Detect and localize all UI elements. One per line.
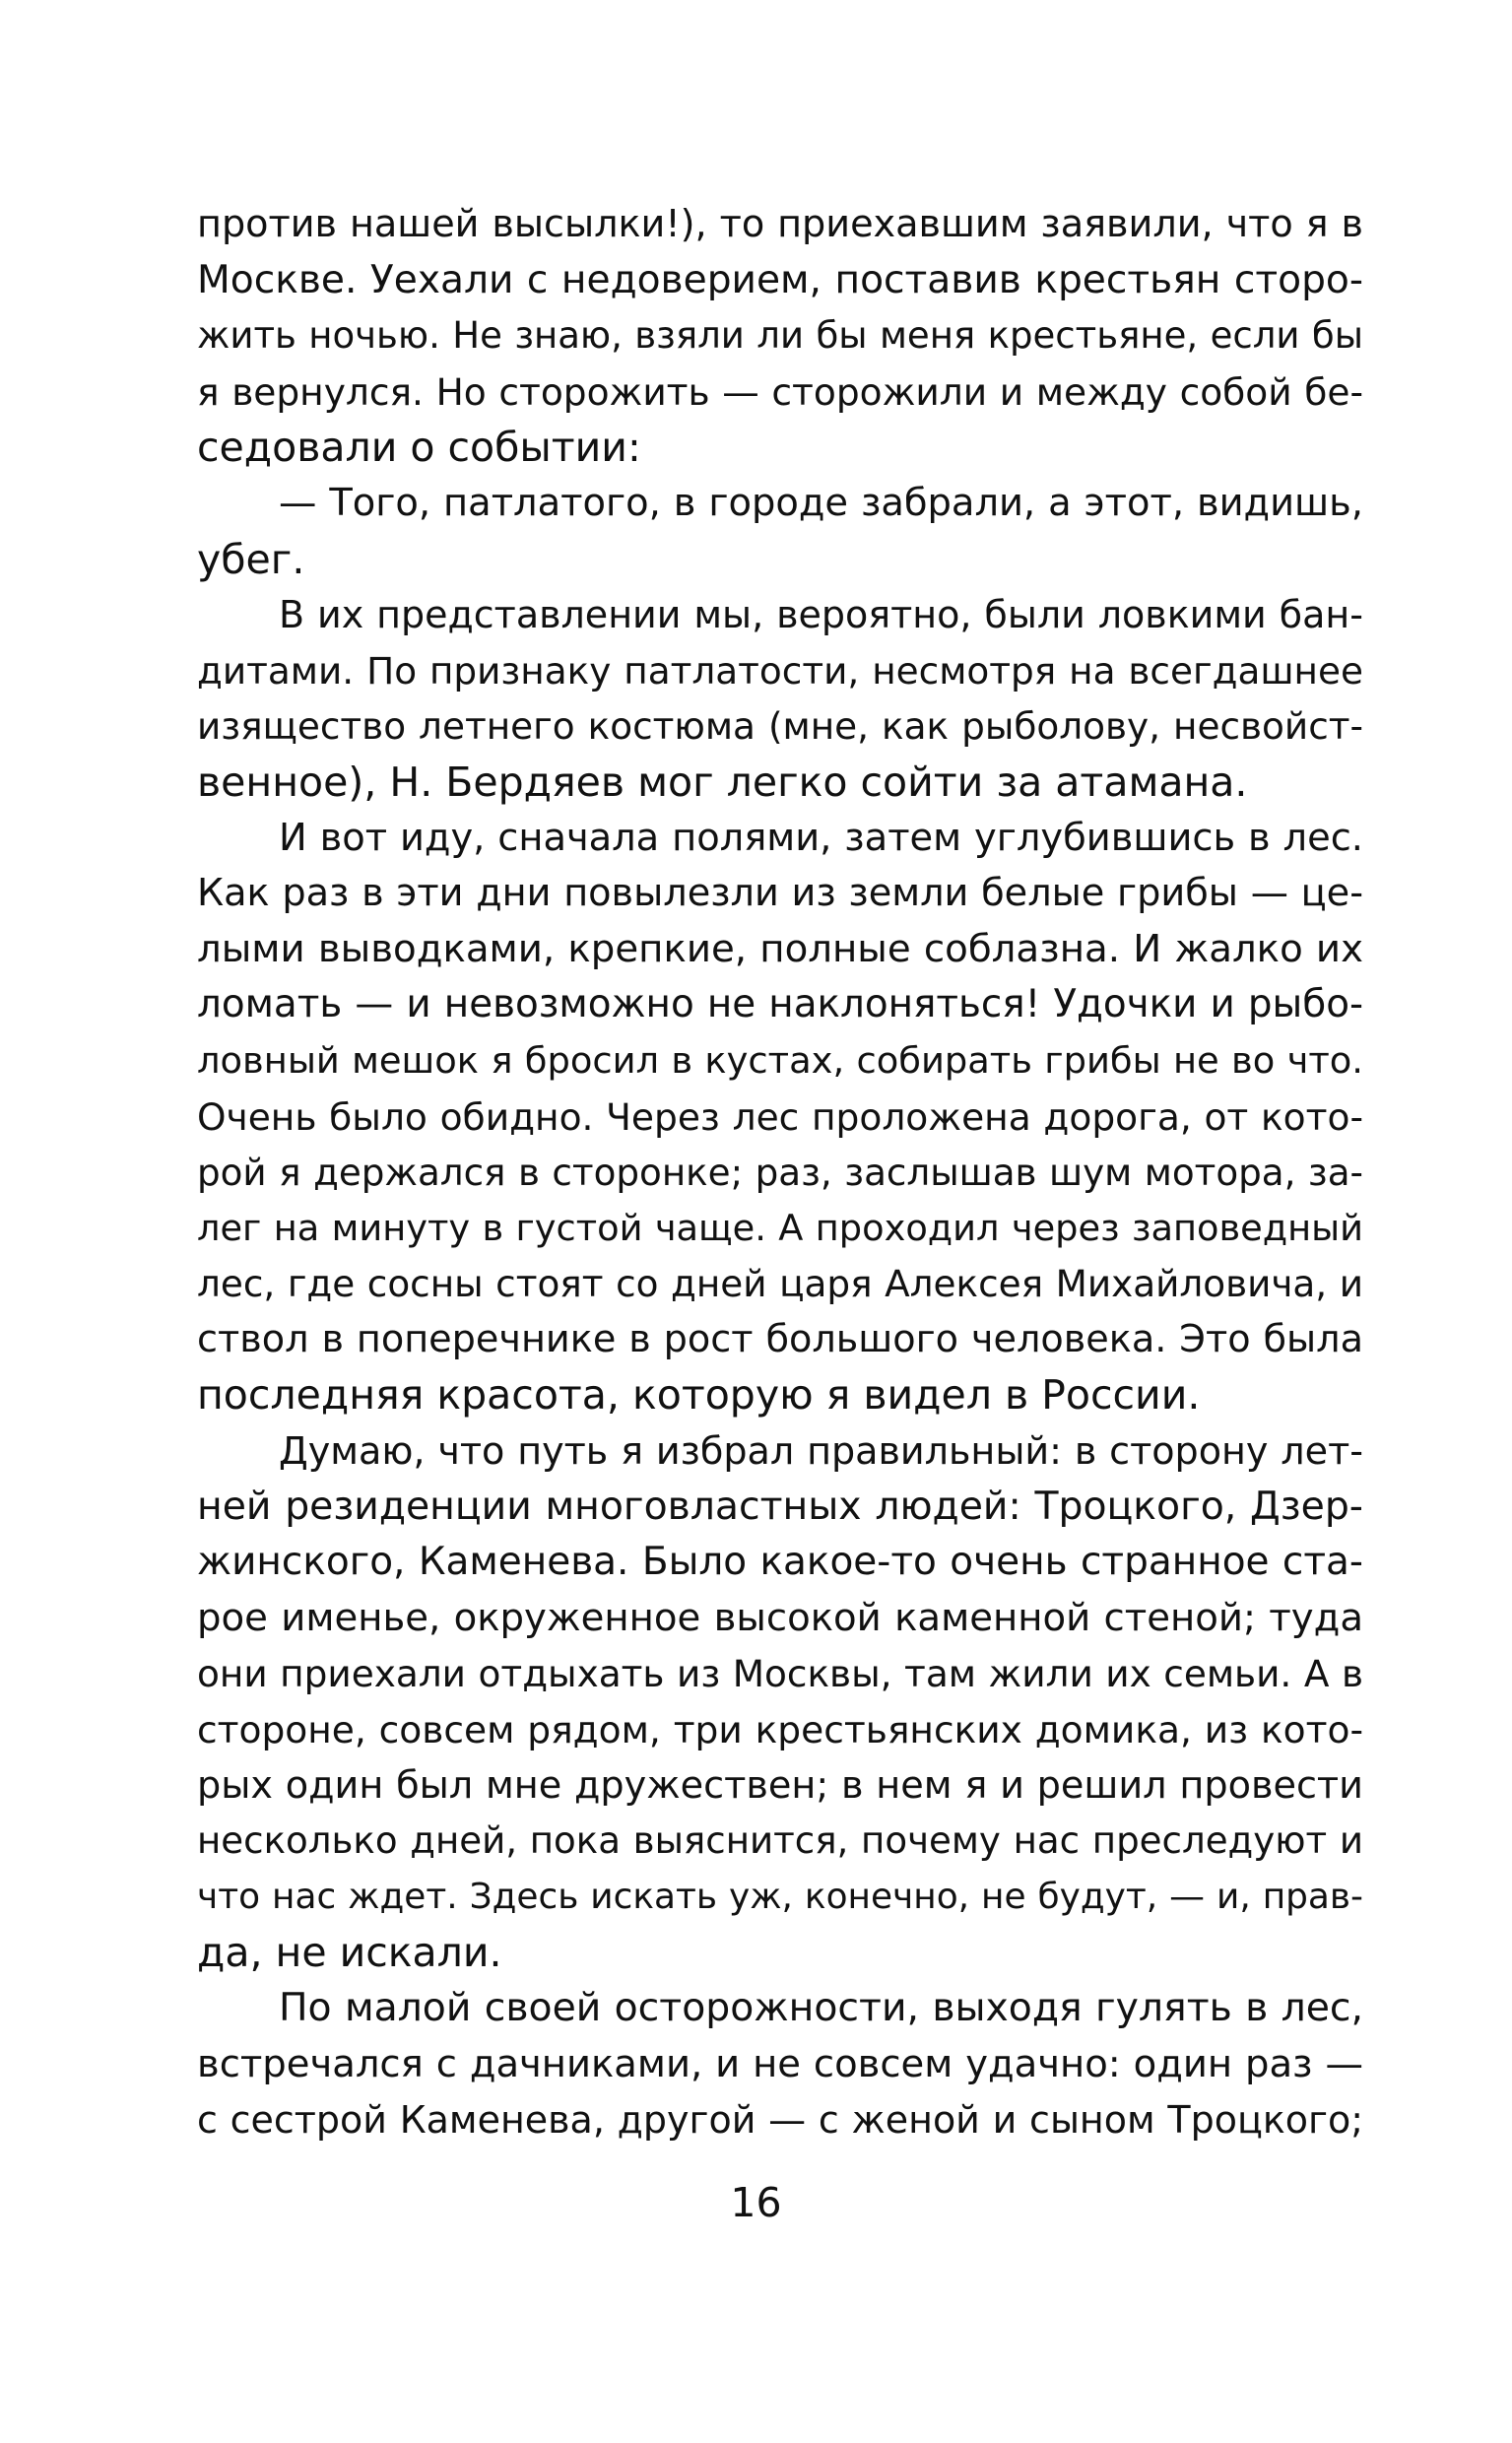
text-line: что нас ждет. Здесь искать уж, конечно, не будут, — и, прав-	[197, 1876, 1363, 1917]
text-line: Москве. Уехали с недоверием, поставив крестьян сторо-	[197, 257, 1363, 302]
text-line: изящество летнего костюма (мне, как рыболову, несвойст-	[197, 704, 1363, 749]
text-line: Очень было обидно. Через лес проложена дорога, от кото-	[197, 1094, 1363, 1139]
text-line: ствол в поперечнике в рост большого человека. Это была	[197, 1317, 1363, 1361]
text-line: венное), Н. Бердяев мог легко сойти за атамана.	[197, 758, 1248, 806]
text-line: последняя красота, которую я видел в России.	[197, 1371, 1201, 1420]
text-line: лыми выводками, крепкие, полные соблазна. И жалко их	[197, 926, 1363, 971]
text-line: несколько дней, пока выяснится, почему нас преследуют и	[197, 1819, 1363, 1863]
text-line: да, не искали.	[197, 1929, 502, 1977]
text-line: стороне, совсем рядом, три крестьянских домика, из кото-	[197, 1708, 1363, 1752]
text-line: жинского, Каменева. Было какое-то очень странное ста-	[197, 1540, 1363, 1585]
text-line: убег.	[197, 535, 305, 583]
text-line: они приехали отдыхать из Москвы, там жили их семьи. А в	[197, 1652, 1363, 1696]
text-line: лес, где сосны стоят со дней царя Алексея Михайловича, и	[197, 1262, 1363, 1306]
text-line: рых один был мне дружествен; в нем я и решил провести	[197, 1763, 1363, 1808]
text-line: Думаю, что путь я избрал правильный: в сторону лет-	[279, 1429, 1363, 1474]
text-line: против нашей высылки!), то приехавшим заявили, что я в	[197, 203, 1363, 246]
text-line: рое именье, окруженное высокой каменной стеной; туда	[197, 1595, 1363, 1640]
text-line: с сестрой Каменева, другой — с женой и сыном Троцкого;	[197, 2098, 1363, 2143]
text-line: лег на минуту в густой чаще. А проходил через заповедный	[197, 1206, 1363, 1249]
text-line: встречался с дачниками, и не совсем удачно: один раз —	[197, 2041, 1363, 2086]
text-line: И вот иду, сначала полями, затем углубившись в лес.	[279, 815, 1363, 860]
text-line: я вернулся. Но сторожить — сторожили и между собой бе-	[197, 369, 1363, 414]
text-line: — Того, патлатого, в городе забрали, а этот, видишь,	[279, 480, 1363, 525]
text-line: По малой своей осторожности, выходя гулять в лес,	[279, 1986, 1363, 2030]
text-line: седовали о событии:	[197, 424, 641, 472]
body-text	[197, 197, 1363, 2148]
page-number: 16	[730, 2179, 782, 2226]
text-line: ловный мешок я бросил в кустах, собирать грибы не во что.	[197, 1038, 1363, 1082]
text-line: ней резиденции многовластных людей: Троцкого, Дзер-	[197, 1484, 1363, 1529]
text-line: дитами. По признаку патлатости, несмотря на всегдашнее	[197, 648, 1363, 693]
text-line: Как раз в эти дни повылезли из земли белые грибы — це-	[197, 872, 1363, 916]
text-line: ломать — и невозможно не наклоняться! Удочки и рыбо-	[197, 982, 1363, 1027]
text-line: жить ночью. Не знаю, взяли ли бы меня крестьяне, если бы	[197, 314, 1363, 358]
text-line: рой я держался в сторонке; раз, заслышав шум мотора, за-	[197, 1151, 1363, 1195]
text-line: В их представлении мы, вероятно, были ловкими бан-	[279, 593, 1363, 637]
